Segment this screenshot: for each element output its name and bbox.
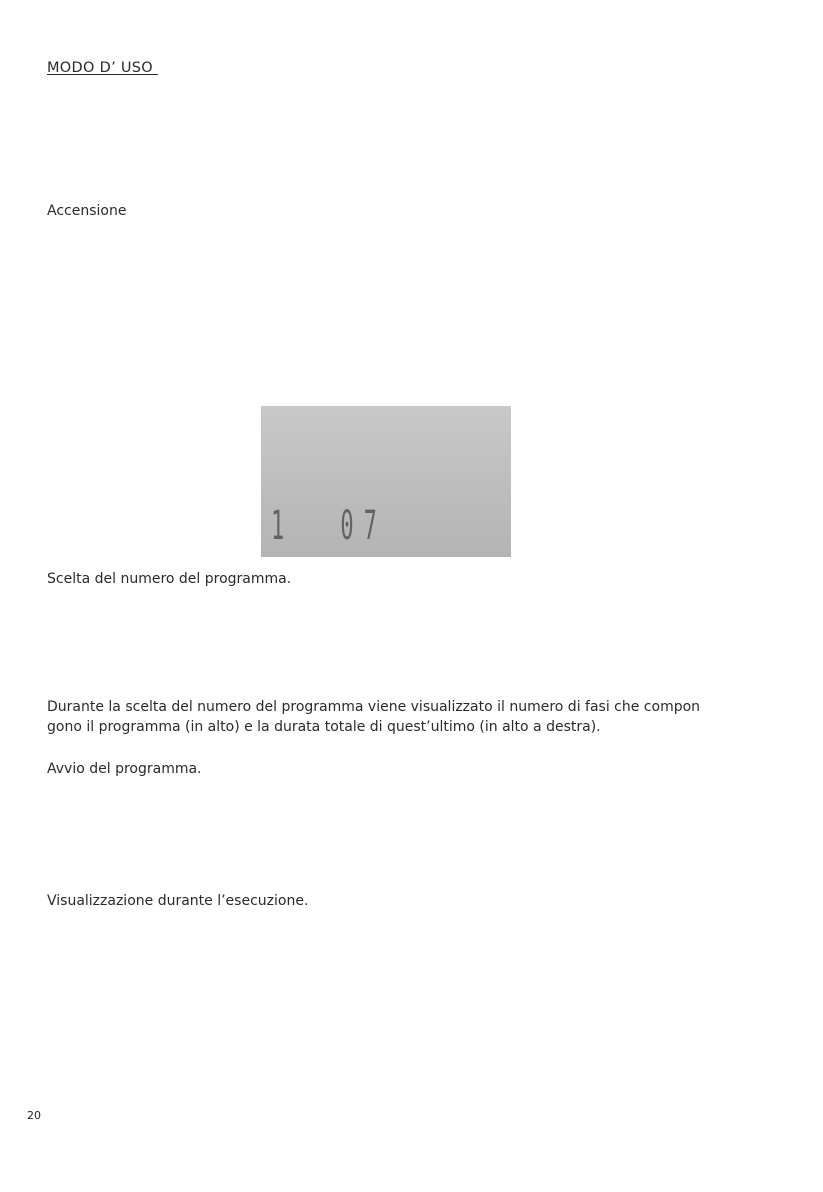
paragraph-line-1: Durante la scelta del numero del programma viene visualizzato il numero di fasi che compon xyxy=(47,699,701,715)
page-number: 20 xyxy=(27,1109,41,1122)
body-paragraph xyxy=(47,697,747,737)
subheading-visualizzazione: Visualizzazione durante l’esecuzione. xyxy=(47,893,309,909)
lcd-readout: 1 07 xyxy=(271,503,387,549)
subheading-scelta-programma: Scelta del numero del programma. xyxy=(47,571,292,587)
subheading-accensione: Accensione xyxy=(47,203,127,219)
section-heading: MODO D’ USO xyxy=(47,60,158,76)
lcd-display-photo xyxy=(261,406,511,557)
paragraph-line-2: gono il programma (in alto) e la durata totale di quest’ultimo (in alto a destra). xyxy=(47,719,601,735)
subheading-avvio-programma: Avvio del programma. xyxy=(47,761,202,777)
